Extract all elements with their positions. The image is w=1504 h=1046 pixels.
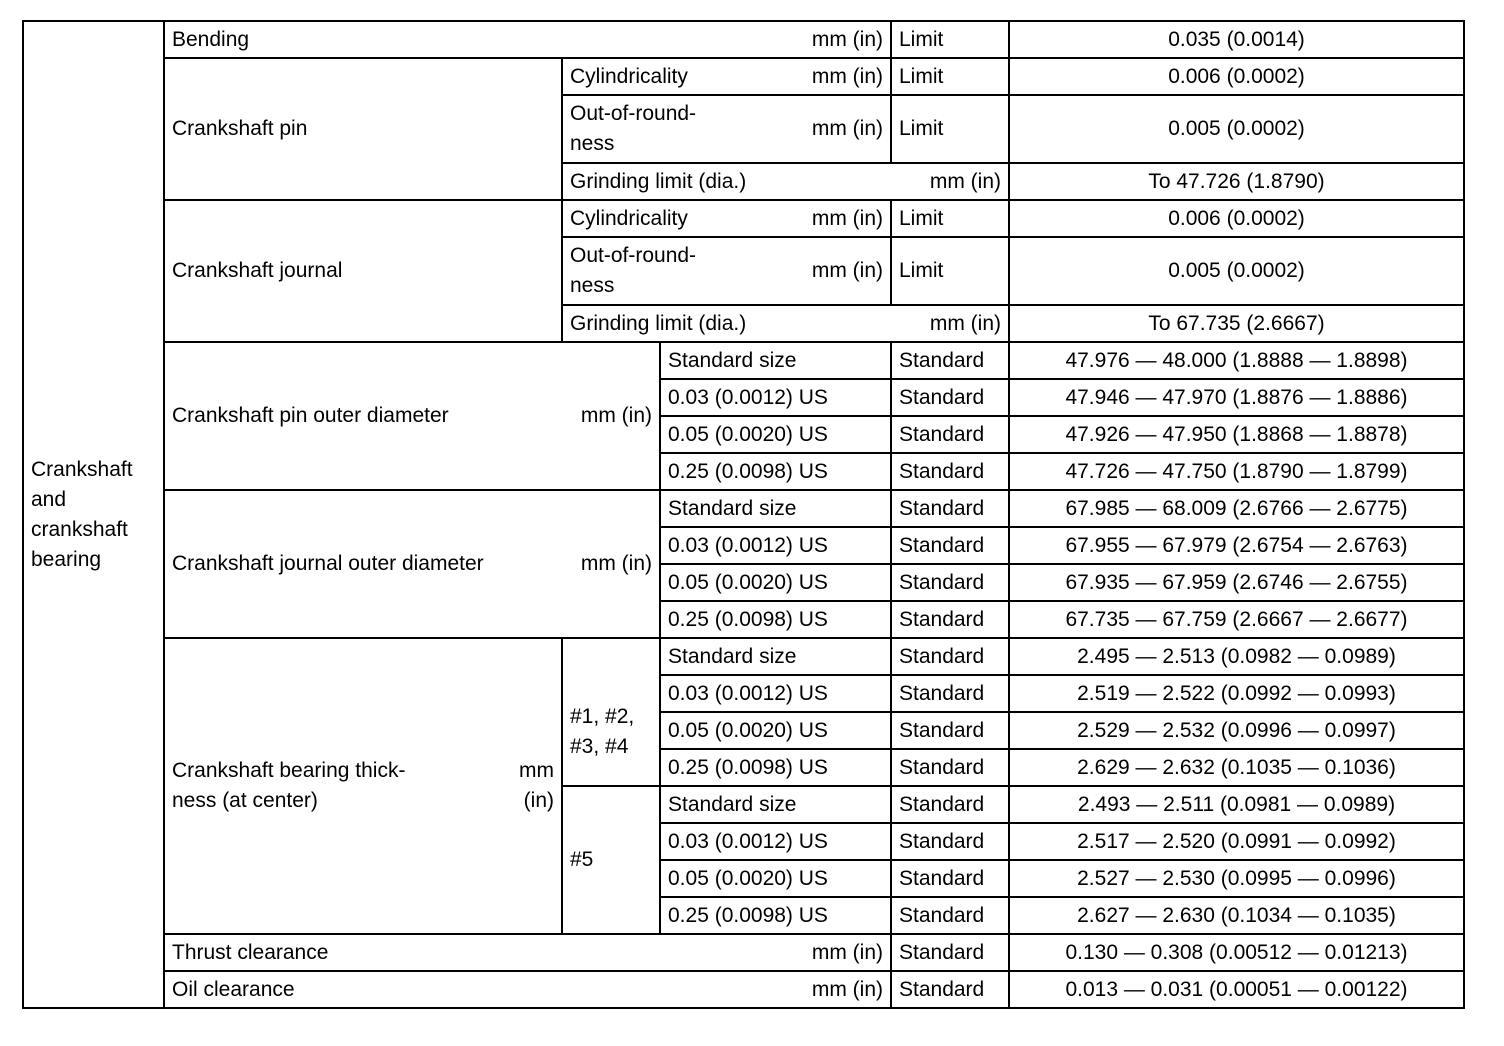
- grinding-limit-label: Grinding limit (dia.): [570, 311, 747, 335]
- limit-label: Limit: [891, 21, 1009, 58]
- unit-label: mm (in): [811, 977, 883, 1001]
- bearing-unit-line-2: (in): [523, 789, 554, 812]
- unit-label: mm (in): [811, 940, 883, 964]
- size-label: 0.05 (0.0020) US: [660, 564, 891, 601]
- unit-label: mm (in): [580, 552, 652, 575]
- limit-label: Limit: [891, 200, 1009, 237]
- journal-cyl-label-cell: [562, 200, 891, 237]
- size-label: Standard size: [660, 490, 891, 527]
- group-label-cell: [23, 21, 164, 1008]
- standard-label: Standard: [891, 675, 1009, 712]
- bearing-value: 2.519 — 2.522 (0.0992 — 0.0993): [1009, 675, 1464, 712]
- journal-od-value: 67.735 — 67.759 (2.6667 — 2.6677): [1009, 601, 1464, 638]
- journal-od-label-cell: [164, 490, 660, 638]
- journal-cyl-value: 0.006 (0.0002): [1009, 200, 1464, 237]
- size-label: Standard size: [660, 786, 891, 823]
- bearing-group-a-line-2: #3, #4: [570, 735, 629, 758]
- oil-label-cell: [164, 971, 891, 1008]
- thrust-label-cell: [164, 934, 891, 971]
- pin-od-value: 47.926 — 47.950 (1.8868 — 1.8878): [1009, 416, 1464, 453]
- oil-value: 0.013 — 0.031 (0.00051 — 0.00122): [1009, 971, 1464, 1008]
- standard-label: Standard: [891, 490, 1009, 527]
- pin-od-value: 47.976 — 48.000 (1.8888 — 1.8898): [1009, 342, 1464, 379]
- cylindricality-label: Cylindricality: [570, 64, 688, 88]
- pin-label: Crankshaft pin: [164, 58, 562, 200]
- pin-grind-value: To 47.726 (1.8790): [1009, 163, 1464, 200]
- journal-od-value: 67.985 — 68.009 (2.6766 — 2.6775): [1009, 490, 1464, 527]
- out-of-roundness-label: [570, 99, 696, 159]
- bearing-unit-line-1: mm: [519, 759, 554, 782]
- bending-label-cell: [164, 21, 891, 58]
- bearing-label-line-2: ness (at center): [172, 789, 318, 812]
- out-of-roundness-label: [570, 241, 696, 301]
- journal-od-label: Crankshaft journal outer diameter: [172, 552, 484, 575]
- row-oil-clearance: [23, 971, 1464, 1008]
- group-label-line: bearing: [31, 547, 102, 571]
- journal-oor-label-cell: [562, 237, 891, 305]
- row-journal-cylindricality: [23, 200, 1464, 237]
- limit-label: Limit: [891, 95, 1009, 163]
- standard-label: Standard: [891, 786, 1009, 823]
- bearing-label-cell: [164, 638, 562, 934]
- cylindricality-label: Cylindricality: [570, 206, 688, 230]
- limit-label: Limit: [891, 58, 1009, 95]
- standard-label: Standard: [891, 897, 1009, 934]
- bearing-value: 2.529 — 2.532 (0.0996 — 0.0997): [1009, 712, 1464, 749]
- bearing-value: 2.629 — 2.632 (0.1035 — 0.1036): [1009, 749, 1464, 786]
- size-label: 0.03 (0.0012) US: [660, 527, 891, 564]
- pin-od-value: 47.726 — 47.750 (1.8790 — 1.8799): [1009, 453, 1464, 490]
- pin-cyl-value: 0.006 (0.0002): [1009, 58, 1464, 95]
- standard-label: Standard: [891, 712, 1009, 749]
- bearing-value: 2.495 — 2.513 (0.0982 — 0.0989): [1009, 638, 1464, 675]
- standard-label: Standard: [891, 342, 1009, 379]
- journal-label: Crankshaft journal: [164, 200, 562, 342]
- unit-label: mm (in): [811, 206, 883, 230]
- journal-od-value: 67.935 — 67.959 (2.6746 — 2.6755): [1009, 564, 1464, 601]
- standard-label: Standard: [891, 971, 1009, 1008]
- bearing-value: 2.527 — 2.530 (0.0995 — 0.0996): [1009, 860, 1464, 897]
- standard-label: Standard: [891, 379, 1009, 416]
- unit-label: mm (in): [811, 259, 883, 282]
- oor-line-2: ness: [570, 274, 615, 297]
- journal-od-value: 67.955 — 67.979 (2.6754 — 2.6763): [1009, 527, 1464, 564]
- unit-label: mm (in): [929, 311, 1001, 335]
- row-bearing: [23, 638, 1464, 675]
- row-pin-od: [23, 342, 1464, 379]
- size-label: 0.03 (0.0012) US: [660, 379, 891, 416]
- standard-label: Standard: [891, 934, 1009, 971]
- bearing-group-a-line-1: #1, #2,: [570, 705, 635, 728]
- crankshaft-spec-table: [22, 20, 1465, 1009]
- standard-label: Standard: [891, 564, 1009, 601]
- unit-label: mm (in): [811, 117, 883, 140]
- row-thrust-clearance: [23, 934, 1464, 971]
- size-label: 0.25 (0.0098) US: [660, 453, 891, 490]
- thrust-value: 0.130 — 0.308 (0.00512 — 0.01213): [1009, 934, 1464, 971]
- oil-label: Oil clearance: [172, 977, 295, 1001]
- pin-oor-label-cell: [562, 95, 891, 163]
- pin-od-label: Crankshaft pin outer diameter: [172, 404, 449, 427]
- size-label: Standard size: [660, 638, 891, 675]
- row-journal-od: [23, 490, 1464, 527]
- standard-label: Standard: [891, 453, 1009, 490]
- bearing-label-line-1: Crankshaft bearing thick-: [172, 759, 406, 782]
- unit-label: mm (in): [580, 404, 652, 427]
- journal-oor-value: 0.005 (0.0002): [1009, 237, 1464, 305]
- oor-line-1: Out-of-round-: [570, 244, 697, 267]
- pin-cyl-label-cell: [562, 58, 891, 95]
- group-label-line: and: [31, 487, 67, 511]
- standard-label: Standard: [891, 601, 1009, 638]
- size-label: 0.05 (0.0020) US: [660, 860, 891, 897]
- bearing-value: 2.493 — 2.511 (0.0981 — 0.0989): [1009, 786, 1464, 823]
- pin-oor-value: 0.005 (0.0002): [1009, 95, 1464, 163]
- standard-label: Standard: [891, 860, 1009, 897]
- standard-label: Standard: [891, 416, 1009, 453]
- standard-label: Standard: [891, 527, 1009, 564]
- bending-label: Bending: [172, 27, 250, 51]
- journal-grind-label-cell: [562, 305, 1009, 342]
- size-label: 0.25 (0.0098) US: [660, 749, 891, 786]
- pin-od-value: 47.946 — 47.970 (1.8876 — 1.8886): [1009, 379, 1464, 416]
- bearing-unit: [519, 756, 554, 816]
- bearing-value: 2.517 — 2.520 (0.0991 — 0.0992): [1009, 823, 1464, 860]
- bearing-label: [172, 756, 405, 816]
- size-label: 0.25 (0.0098) US: [660, 897, 891, 934]
- oor-line-2: ness: [570, 132, 615, 155]
- row-pin-cylindricality: [23, 58, 1464, 95]
- grinding-limit-label: Grinding limit (dia.): [570, 169, 747, 193]
- bearing-group-a: [562, 638, 660, 786]
- pin-grind-label-cell: [562, 163, 1009, 200]
- size-label: 0.05 (0.0020) US: [660, 712, 891, 749]
- limit-label: Limit: [891, 237, 1009, 305]
- standard-label: Standard: [891, 638, 1009, 675]
- unit-label: mm (in): [811, 64, 883, 88]
- group-label-line: Crankshaft: [31, 457, 133, 481]
- standard-label: Standard: [891, 823, 1009, 860]
- bearing-value: 2.627 — 2.630 (0.1034 — 0.1035): [1009, 897, 1464, 934]
- size-label: 0.25 (0.0098) US: [660, 601, 891, 638]
- bending-value: 0.035 (0.0014): [1009, 21, 1464, 58]
- oor-line-1: Out-of-round-: [570, 102, 697, 125]
- standard-label: Standard: [891, 749, 1009, 786]
- thrust-label: Thrust clearance: [172, 940, 329, 964]
- bearing-group-b: #5: [562, 786, 660, 934]
- size-label: 0.05 (0.0020) US: [660, 416, 891, 453]
- size-label: Standard size: [660, 342, 891, 379]
- group-label-line: crankshaft: [31, 517, 128, 541]
- pin-od-label-cell: [164, 342, 660, 490]
- journal-grind-value: To 67.735 (2.6667): [1009, 305, 1464, 342]
- unit-label: mm (in): [929, 169, 1001, 193]
- unit-label: mm (in): [811, 27, 883, 51]
- size-label: 0.03 (0.0012) US: [660, 675, 891, 712]
- row-bending: [23, 21, 1464, 58]
- group-label: [31, 455, 156, 575]
- size-label: 0.03 (0.0012) US: [660, 823, 891, 860]
